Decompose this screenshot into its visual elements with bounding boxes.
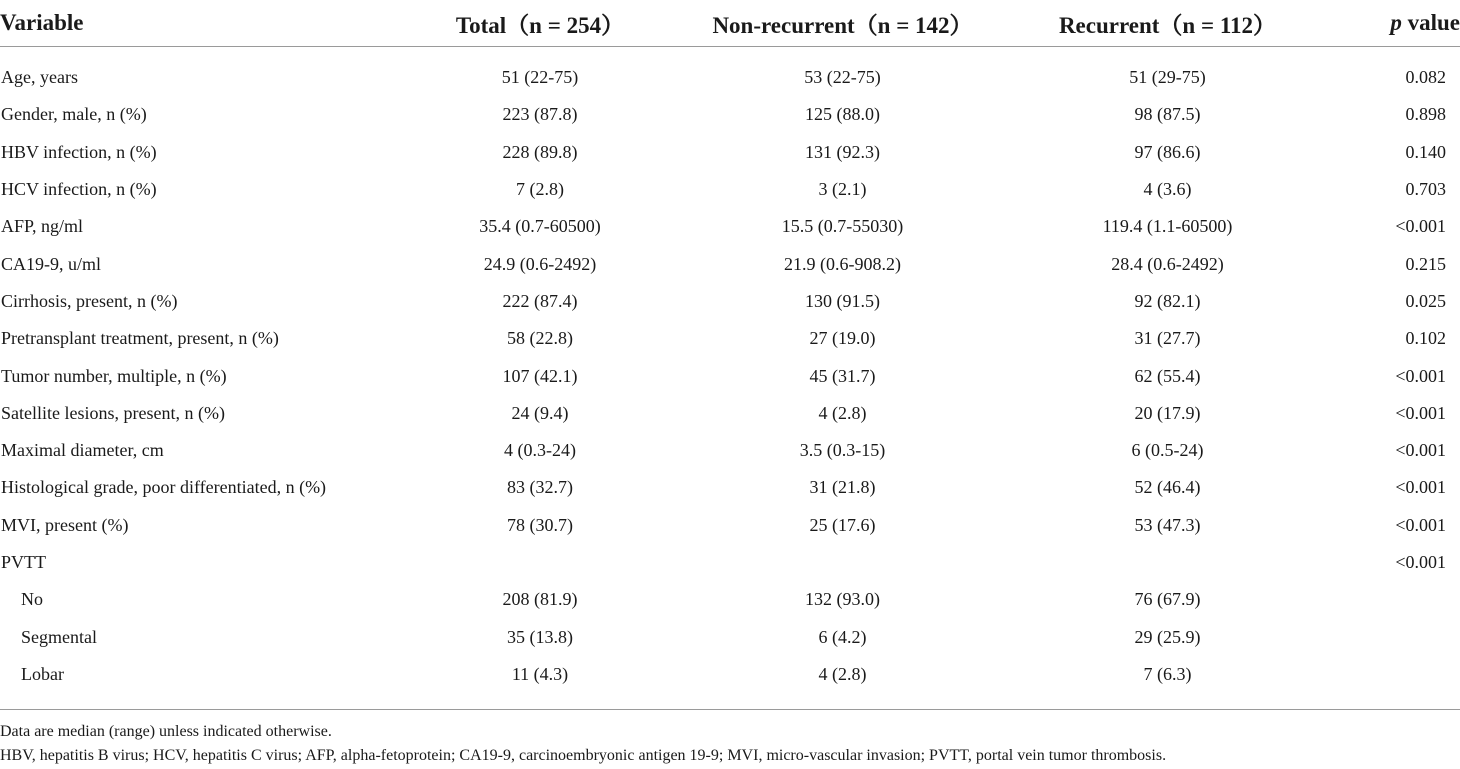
cell-recurrent: 98 (87.5) [1134,104,1201,125]
cell-recurrent: 92 (82.1) [1134,290,1201,311]
cell-total: 208 (81.9) [502,589,578,610]
table-row [0,320,1460,357]
table-row [0,96,1460,133]
cell-recurrent: 97 (86.6) [1134,141,1201,162]
header-recurrent: Recurrent（n = 112） [995,0,1340,47]
table-row [0,618,1460,655]
cell-total: 107 (42.1) [502,365,578,386]
cell-p-value: 0.140 [1405,141,1446,162]
cell-total: 223 (87.8) [502,104,578,125]
cell-p-value: <0.001 [1395,440,1446,461]
cell-nonrecurrent: 131 (92.3) [805,141,880,162]
cell-variable: HBV infection, n (%) [1,141,157,162]
cell-variable: PVTT [1,552,46,572]
cell-nonrecurrent: 3 (2.1) [818,179,867,200]
cell-p-value: <0.001 [1395,552,1446,572]
table-row [0,357,1460,394]
cell-nonrecurrent: 45 (31.7) [809,365,876,386]
cell-variable: HCV infection, n (%) [1,179,157,200]
table-bottom-rule [0,709,1460,710]
cell-p-value: 0.102 [1405,328,1446,349]
cell-p-value: <0.001 [1395,477,1446,498]
cell-nonrecurrent: 31 (21.8) [809,477,876,498]
cell-nonrecurrent: 21.9 (0.6-908.2) [784,253,901,274]
cell-variable: No [21,589,43,610]
cell-variable: Tumor number, multiple, n (%) [1,365,227,386]
cell-nonrecurrent [690,544,995,581]
cell-variable: MVI, present (%) [1,514,129,535]
cell-p-value: 0.215 [1405,253,1446,274]
cell-total: 11 (4.3) [511,663,569,684]
table-row [0,544,1460,581]
cell-total: 4 (0.3-24) [504,440,576,461]
cell-nonrecurrent: 132 (93.0) [805,589,880,610]
header-total: Total（n = 254） [390,0,690,47]
cell-recurrent: 7 (6.3) [1143,663,1192,684]
cell-nonrecurrent: 25 (17.6) [809,514,876,535]
cell-recurrent: 20 (17.9) [1134,402,1201,423]
cell-total: 35 (13.8) [507,626,573,647]
cell-total [390,544,690,581]
table-row [0,134,1460,171]
cell-nonrecurrent: 6 (4.2) [818,626,867,647]
cell-variable: CA19-9, u/ml [1,253,102,274]
cell-p-value: 0.082 [1405,67,1446,88]
cell-total: 35.4 (0.7-60500) [479,216,601,237]
table-row [0,507,1460,544]
cell-variable: Cirrhosis, present, n (%) [1,290,178,311]
cell-recurrent: 53 (47.3) [1134,514,1201,535]
cell-p-value: <0.001 [1395,402,1446,423]
cell-nonrecurrent: 4 (2.8) [818,663,867,684]
cell-p-value [1340,618,1460,655]
cell-p-value: <0.001 [1395,514,1446,535]
cell-variable: Histological grade, poor differentiated, n (%) [1,477,327,498]
header-p-value [1340,0,1460,47]
cell-p-value: <0.001 [1395,216,1446,237]
cell-p-value: 0.703 [1405,179,1446,200]
table-row [0,171,1460,208]
cell-recurrent: 119.4 (1.1-60500) [1102,216,1233,237]
table-row [0,656,1460,693]
cell-total: 24.9 (0.6-2492) [483,253,597,274]
cell-nonrecurrent: 125 (88.0) [805,104,880,125]
table-row [0,283,1460,320]
cell-nonrecurrent: 4 (2.8) [818,402,867,423]
cell-variable: AFP, ng/ml [1,216,84,237]
table-footnotes [0,720,1460,768]
cell-total: 78 (30.7) [507,514,573,535]
cell-variable: Maximal diameter, cm [1,440,164,461]
header-p-rest: value [1401,10,1460,35]
cell-variable: Satellite lesions, present, n (%) [1,402,225,423]
cell-recurrent: 52 (46.4) [1134,477,1201,498]
cell-total: 222 (87.4) [502,290,578,311]
cell-variable: Gender, male, n (%) [1,104,147,125]
cell-recurrent: 6 (0.5-24) [1131,440,1204,461]
header-nonrecurrent: Non-recurrent（n = 142） [690,0,995,47]
cell-p-value: 0.898 [1405,104,1446,125]
footnote-data-note: Data are median (range) unless indicated otherwise. [0,723,332,740]
table-row [0,208,1460,245]
cell-total: 24 (9.4) [511,402,569,423]
table-row [0,395,1460,432]
cell-nonrecurrent: 130 (91.5) [805,290,880,311]
cell-recurrent: 28.4 (0.6-2492) [1111,253,1224,274]
cell-p-value: <0.001 [1395,365,1446,386]
cell-total: 7 (2.8) [516,179,564,200]
table-row [0,59,1460,96]
cell-recurrent [995,544,1340,581]
table-spacer-row [0,47,1460,60]
table-row [0,245,1460,282]
cell-p-value: 0.025 [1405,290,1446,311]
cell-variable: Lobar [21,663,64,684]
cell-nonrecurrent: 3.5 (0.3-15) [799,440,886,461]
table-row [0,469,1460,506]
cell-nonrecurrent: 15.5 (0.7-55030) [781,216,904,237]
cell-recurrent: 62 (55.4) [1134,365,1201,386]
cell-p-value [1340,656,1460,693]
cell-nonrecurrent: 53 (22-75) [804,67,881,88]
cell-recurrent: 51 (29-75) [1129,67,1206,88]
cell-recurrent: 29 (25.9) [1134,626,1201,647]
cell-variable: Pretransplant treatment, present, n (%) [1,328,279,349]
table-row [0,581,1460,618]
cell-total: 228 (89.8) [502,141,578,162]
table-body [0,47,1460,694]
header-p-letter: p [1390,10,1402,35]
cell-variable: Age, years [1,67,78,88]
cell-recurrent: 76 (67.9) [1134,589,1201,610]
cell-variable: Segmental [21,626,97,647]
cell-total: 83 (32.7) [507,477,573,498]
footnote-abbreviations: HBV, hepatitis B virus; HCV, hepatitis C virus; AFP, alpha-fetoprotein; CA19-9, carcinoembryonic antigen 19-9; MVI, micro-vascular invasion; PVTT, portal vein tumor thrombosis. [0,747,1167,764]
table-header-row [0,0,1460,47]
table-row [0,432,1460,469]
cell-total: 58 (22.8) [507,328,573,349]
cell-recurrent: 4 (3.6) [1143,179,1192,200]
spacer-cell [0,47,1460,60]
header-variable: Variable [0,0,390,47]
cell-p-value [1340,581,1460,618]
cell-total: 51 (22-75) [501,67,579,88]
cell-recurrent: 31 (27.7) [1134,328,1201,349]
cell-nonrecurrent: 27 (19.0) [809,328,876,349]
